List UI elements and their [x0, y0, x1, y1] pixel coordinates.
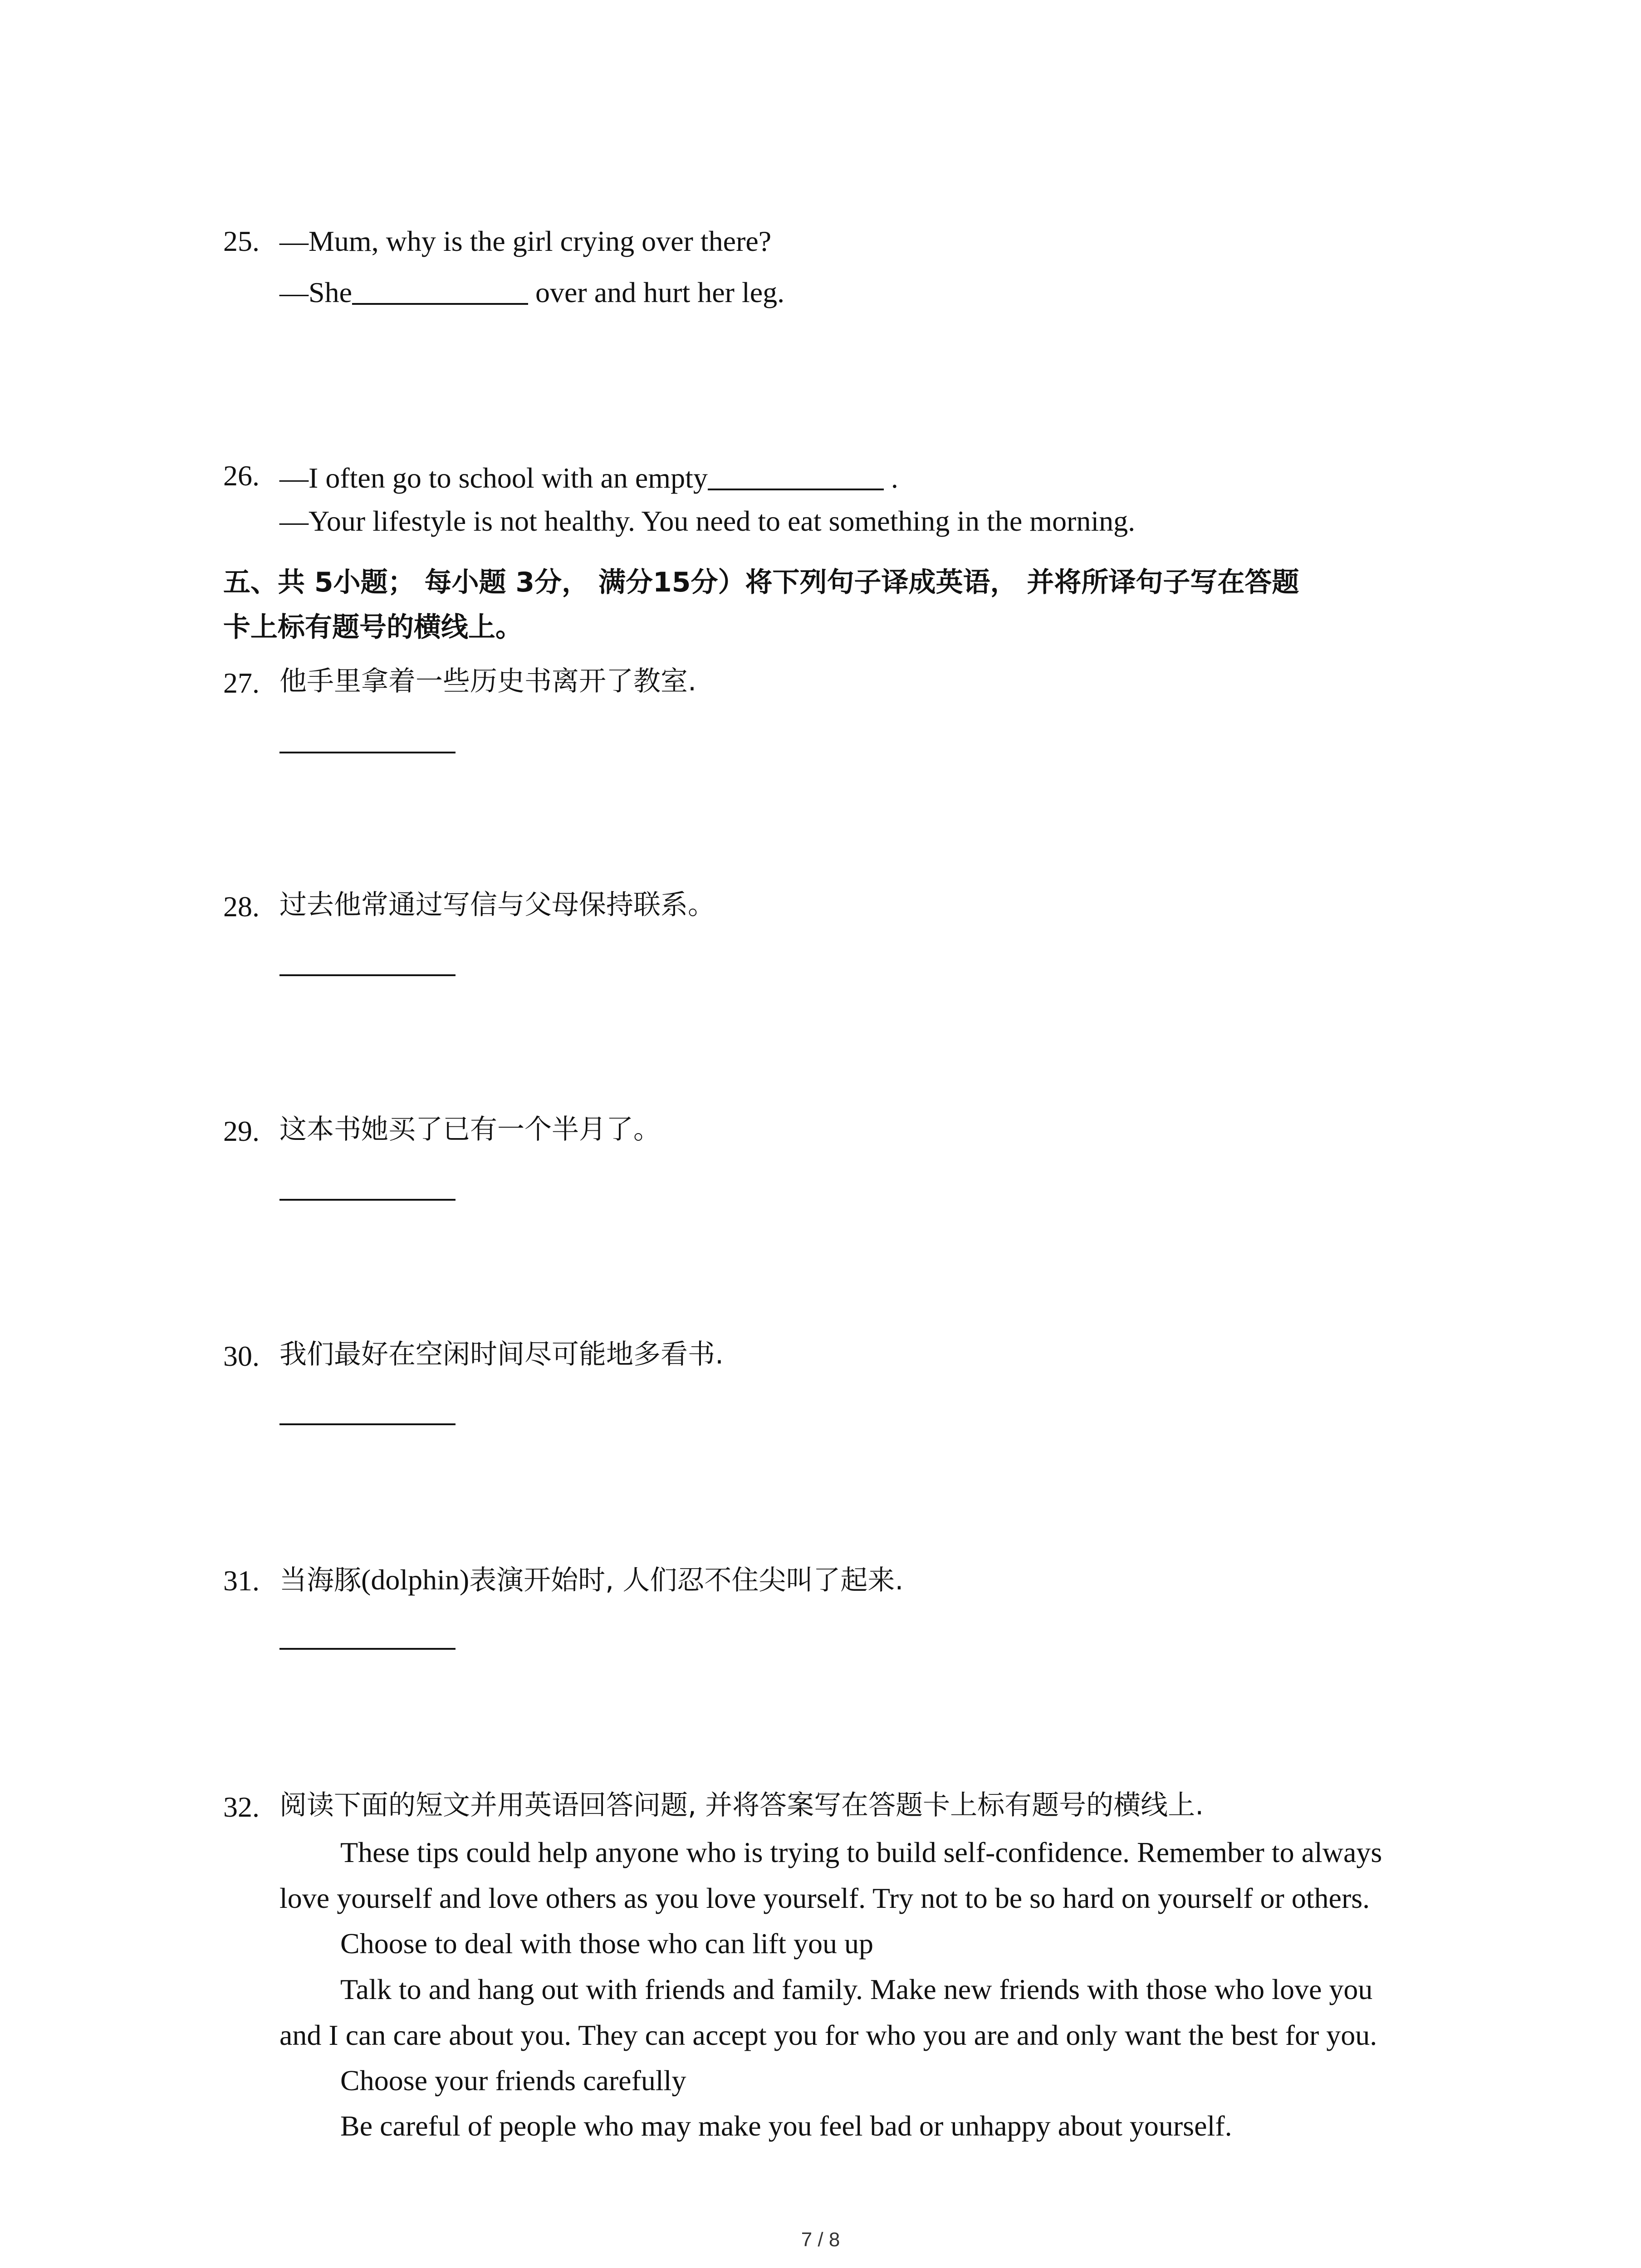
question-32-instruction: 阅读下面的短文并用英语回答问题, 并将答案写在答题卡上标有题号的横线上.	[279, 1789, 1204, 1821]
question-27-text: 他手里拿着一些历史书离开了教室.	[279, 665, 697, 697]
question-31-number: 31.	[223, 1564, 260, 1597]
question-26-number: 26.	[223, 459, 260, 492]
question-31-text-before: 当海豚	[279, 1564, 361, 1596]
question-26-line-2: —Your lifestyle is not healthy. You need to eat something in the morning.	[279, 505, 1136, 537]
passage-paragraph-1-line-2: love yourself and love others as you love yourself. Try not to be so hard on yourself or others.	[279, 1882, 1370, 1914]
question-30-number: 30.	[223, 1340, 260, 1372]
passage-paragraph-3-line-1: Talk to and hang out with friends and family. Make new friends with those who love you	[340, 1973, 1373, 2005]
question-28-text: 过去他常通过写信与父母保持联系。	[279, 889, 715, 921]
question-29-text: 这本书她买了已有一个半月了。	[279, 1114, 661, 1145]
question-31-text-after: 表演开始时, 人们忍不住尖叫了起来.	[469, 1564, 904, 1596]
question-25-line-2-before: —She	[279, 276, 352, 308]
question-26-line-1-after: .	[883, 462, 898, 494]
question-30-text: 我们最好在空闲时间尽可能地多看书.	[279, 1339, 724, 1370]
question-26-line-1-before: —I often go to school with an empty	[279, 462, 708, 494]
passage-paragraph-2: Choose to deal with those who can lift you up	[340, 1927, 873, 1960]
question-31-text-mid: (dolphin)	[361, 1564, 470, 1596]
section-5-heading-line-1: 五、共 5小题； 每小题 3分， 满分15分）将下列句子译成英语， 并将所译句子写在答题	[223, 567, 1299, 598]
question-26-blank[interactable]	[708, 461, 884, 490]
question-25-number: 25.	[223, 225, 260, 257]
question-31-answer-line[interactable]	[279, 1648, 456, 1650]
question-27-number: 27.	[223, 667, 260, 699]
question-32-number: 32.	[223, 1791, 260, 1823]
passage-paragraph-1-line-1: These tips could help anyone who is trying to build self-confidence. Remember to always	[340, 1836, 1382, 1868]
question-29-answer-line[interactable]	[279, 1199, 456, 1201]
question-25-line-2	[279, 276, 784, 307]
question-30-answer-line[interactable]	[279, 1423, 456, 1425]
question-31-text	[279, 1565, 903, 1594]
question-25-line-1: —Mum, why is the girl crying over there?	[279, 225, 772, 257]
passage-paragraph-5: Be careful of people who may make you feel bad or unhappy about yourself.	[340, 2110, 1232, 2142]
question-28-number: 28.	[223, 890, 260, 923]
question-28-answer-line[interactable]	[279, 974, 456, 976]
question-25-blank[interactable]	[352, 276, 528, 305]
question-25-line-2-after: over and hurt her leg.	[528, 276, 785, 308]
passage-paragraph-3-line-2: and I can care about you. They can accept you for who you are and only want the best for you.	[279, 2019, 1377, 2051]
question-27-answer-line[interactable]	[279, 752, 456, 753]
page-number: 7 / 8	[801, 2229, 840, 2251]
section-5-heading-line-2: 卡上标有题号的横线上。	[223, 611, 523, 643]
question-29-number: 29.	[223, 1115, 260, 1147]
passage-paragraph-4: Choose your friends carefully	[340, 2064, 686, 2097]
question-26-line-1	[279, 461, 898, 493]
